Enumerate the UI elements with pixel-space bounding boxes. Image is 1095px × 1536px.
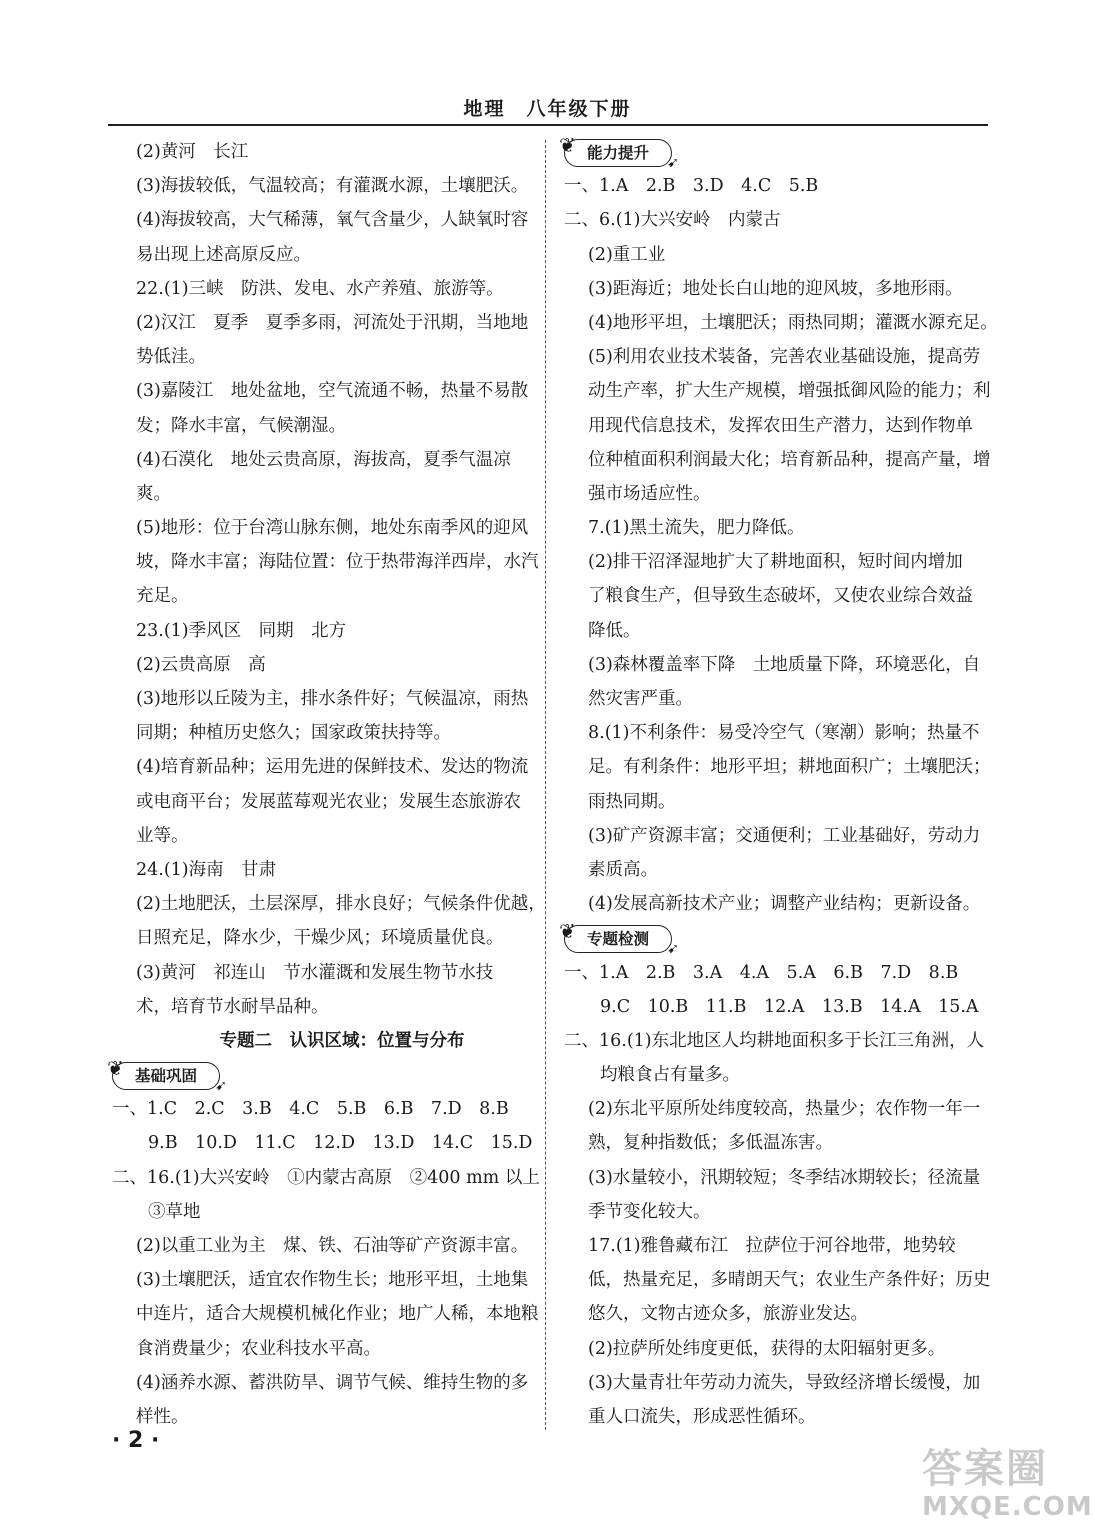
answer-line: 17.(1)雅鲁藏布江 拉萨位于河谷地带，地势较 (588, 1236, 956, 1256)
answer-line: 悠久，文物古迹众多，旅游业发达。 (588, 1304, 868, 1325)
answer-line: 发；降水丰富，气候潮湿。 (136, 415, 346, 436)
answer-line: 动生产率，扩大生产规模，增强抵御风险的能力；利 (588, 381, 991, 402)
swirl-icon: ❦ (107, 1056, 124, 1081)
answer-line: (3)大量青壮年劳动力流失，导致经济增长缓慢，加 (588, 1372, 981, 1393)
arrow-tail-icon: ➹ (215, 1078, 228, 1095)
watermark-text-en: MXQE.COM (922, 1492, 1093, 1522)
answer-line: (5)利用农业技术装备，完善农业基础设施，提高劳 (588, 347, 981, 368)
answer-line: (4)发展高新技术产业；调整产业结构；更新设备。 (588, 894, 981, 915)
answer-line: (2)东北平原所处纬度较高，热量少；农作物一年一 (588, 1099, 981, 1120)
header-rule (108, 124, 988, 126)
answer-line: 素质高。 (588, 859, 658, 880)
answer-line: 用现代信息技术，发挥农田生产潜力，达到作物单 (588, 415, 973, 436)
answer-line: (4)涵养水源、蓄洪防旱、调节气候、维持生物的多 (136, 1372, 529, 1393)
answer-line: 中连片，适合大规模机械化作业；地广人稀，本地粮 (136, 1304, 539, 1325)
answer-line: 一、1.A 2.B 3.D 4.C 5.B (564, 176, 819, 197)
answer-line: 24.(1)海南 甘肃 (136, 859, 277, 880)
answer-line: 业等。 (136, 825, 189, 846)
answer-line: 8.(1)不利条件：易受冷空气（寒潮）影响；热量不 (588, 723, 980, 744)
answer-line: (3)水量较小，汛期较短；冬季结冰期较长；径流量 (588, 1167, 981, 1188)
answer-line: 易出现上述高原反应。 (136, 244, 311, 265)
answer-line: 9.B 10.D 11.C 12.D 13.D 14.C 15.D (148, 1133, 533, 1154)
answer-line: 均粮食占有量多。 (600, 1065, 740, 1086)
section-title: 专题二 认识区域：位置与分布 (219, 1030, 465, 1051)
badge-label: 专题检测 (587, 930, 650, 949)
swirl-icon: ❦ (559, 919, 576, 944)
answer-line: 9.C 10.B 11.B 12.A 13.B 14.A 15.A (600, 996, 979, 1017)
answer-line: (3)地形以丘陵为主，排水条件好；气候温凉，雨热 (136, 689, 529, 709)
answer-line: (3)嘉陵江 地处盆地，空气流通不畅，热量不易散 (136, 381, 529, 402)
answer-line: 一、1.A 2.B 3.A 4.A 5.A 6.B 7.D 8.B (564, 962, 959, 983)
answer-line: 坡，降水丰富；海陆位置：位于热带海洋西岸，水汽 (136, 552, 539, 573)
answer-line: (3)矿产资源丰富；交通便利；工业基础好，劳动力 (588, 825, 981, 846)
answer-line: (3)黄河 祁连山 节水灌溉和发展生物节水技 (136, 962, 494, 983)
answer-line: 同期；种植历史悠久；国家政策扶持等。 (136, 723, 451, 744)
watermark-text-cn: 答案圈 (922, 1446, 1048, 1492)
answer-line: (2)以重工业为主 煤、铁、石油等矿产资源丰富。 (136, 1236, 529, 1256)
answer-line: 势低洼。 (136, 347, 206, 368)
badge-row (107, 1056, 532, 1095)
page-header-title: 地理 八年级下册 (463, 98, 632, 120)
answer-line: 术，培育节水耐旱品种。 (136, 996, 329, 1017)
answer-line: ③草地 (148, 1201, 201, 1222)
answer-line: 然灾害严重。 (588, 689, 693, 709)
answer-line: 雨热同期。 (588, 791, 676, 812)
answer-line: (2)重工业 (588, 244, 666, 265)
badge-label: 基础巩固 (135, 1067, 198, 1086)
answer-line: 足。有利条件：地形平坦；耕地面积广；土壤肥沃； (588, 757, 991, 778)
answer-line: (2)黄河 长江 (136, 142, 249, 162)
answer-line: (2)土地肥沃，土层深厚，排水良好；气候条件优越， (136, 894, 546, 915)
section-badge-basic (107, 1056, 228, 1095)
watermark-logo (922, 1446, 1093, 1528)
answer-line: (5)地形：位于台湾山脉东侧，地处东南季风的迎风 (136, 518, 529, 539)
answer-line: 低，热量充足，多晴朗天气；农业生产条件好；历史 (588, 1270, 991, 1291)
answer-line: 爽。 (136, 483, 171, 504)
answer-line: (2)拉萨所处纬度更低，获得的太阳辐射更多。 (588, 1338, 946, 1359)
answer-line: 食消费量少；农业科技水平高。 (136, 1338, 381, 1359)
answer-line: 强市场适应性。 (588, 483, 711, 504)
arrow-tail-icon: ➹ (667, 941, 680, 958)
answer-line: (4)海拔较高，大气稀薄，氧气含量少，人缺氧时容 (136, 210, 529, 231)
answer-line: 了粮食生产，但导致生态破坏，又使农业综合效益 (588, 586, 973, 607)
answer-line: 二、6.(1)大兴安岭 内蒙古 (564, 210, 781, 231)
answer-line: (4)培育新品种；运用先进的保鲜技术、发达的物流 (136, 757, 529, 778)
answer-line: (3)森林覆盖率下降 土地质量下降，环境恶化，自 (588, 654, 981, 675)
swirl-icon: ❦ (559, 133, 576, 157)
answer-line: 季节变化较大。 (588, 1201, 711, 1222)
answer-line: 23.(1)季风区 同期 北方 (136, 620, 347, 641)
answer-line: (4)地形平坦，土壤肥沃；雨热同期；灌溉水源充足。 (588, 312, 998, 333)
answer-line: 或电商平台；发展蓝莓观光农业；发展生态旅游农 (136, 791, 521, 812)
answer-line: (3)土壤肥沃，适宜农作物生长；地形平坦，土地集 (136, 1270, 529, 1291)
right-column (559, 133, 998, 1434)
answer-line: (2)排干沼泽湿地扩大了耕地面积，短时间内增加 (588, 552, 963, 573)
section-badge-test (559, 919, 680, 958)
answer-line: (3)距海近；地处长白山地的迎风坡，多地形雨。 (588, 278, 963, 299)
answer-line: (2)云贵高原 高 (136, 654, 266, 675)
answer-line: 样性。 (136, 1406, 189, 1427)
answer-line: 充足。 (136, 586, 189, 607)
answer-line: (3)海拔较低，气温较高；有灌溉水源，土壤肥沃。 (136, 176, 529, 197)
answer-line: 熟，复种指数低；多低温冻害。 (588, 1133, 833, 1154)
answer-line: 降低。 (588, 620, 641, 641)
arrow-tail-icon: ➹ (667, 155, 680, 171)
column-divider (545, 140, 546, 1430)
answer-line: 22.(1)三峡 防洪、发电、水产养殖、旅游等。 (136, 278, 504, 299)
answer-line: 二、16.(1)大兴安岭 ①内蒙古高原 ②400 mm 以上 (112, 1167, 540, 1188)
answer-line: 一、1.C 2.C 3.B 4.C 5.B 6.B 7.D 8.B (112, 1099, 509, 1120)
left-column (107, 135, 546, 1434)
answer-line: (2)汉江 夏季 夏季多雨，河流处于汛期，当地地 (136, 312, 529, 333)
answer-line: 重人口流失，形成恶性循环。 (588, 1406, 816, 1427)
page-number: · 2 · (112, 1428, 160, 1453)
answer-line: 位种植面积利润最大化；培育新品种，提高产量，增 (588, 449, 991, 470)
section-badge-ability (559, 133, 680, 171)
answer-line: (4)石漠化 地处云贵高原，海拔高，夏季气温凉 (136, 449, 511, 470)
answer-line: 二、16.(1)东北地区人均耕地面积多于长江三角洲，人 (564, 1030, 985, 1051)
answer-line: 7.(1)黑土流失，肥力降低。 (588, 518, 805, 539)
badge-row (559, 133, 984, 171)
badge-row (559, 919, 984, 958)
badge-label: 能力提升 (587, 144, 650, 162)
answer-line: 日照充足，降水少，干燥少风；环境质量优良。 (136, 928, 504, 949)
